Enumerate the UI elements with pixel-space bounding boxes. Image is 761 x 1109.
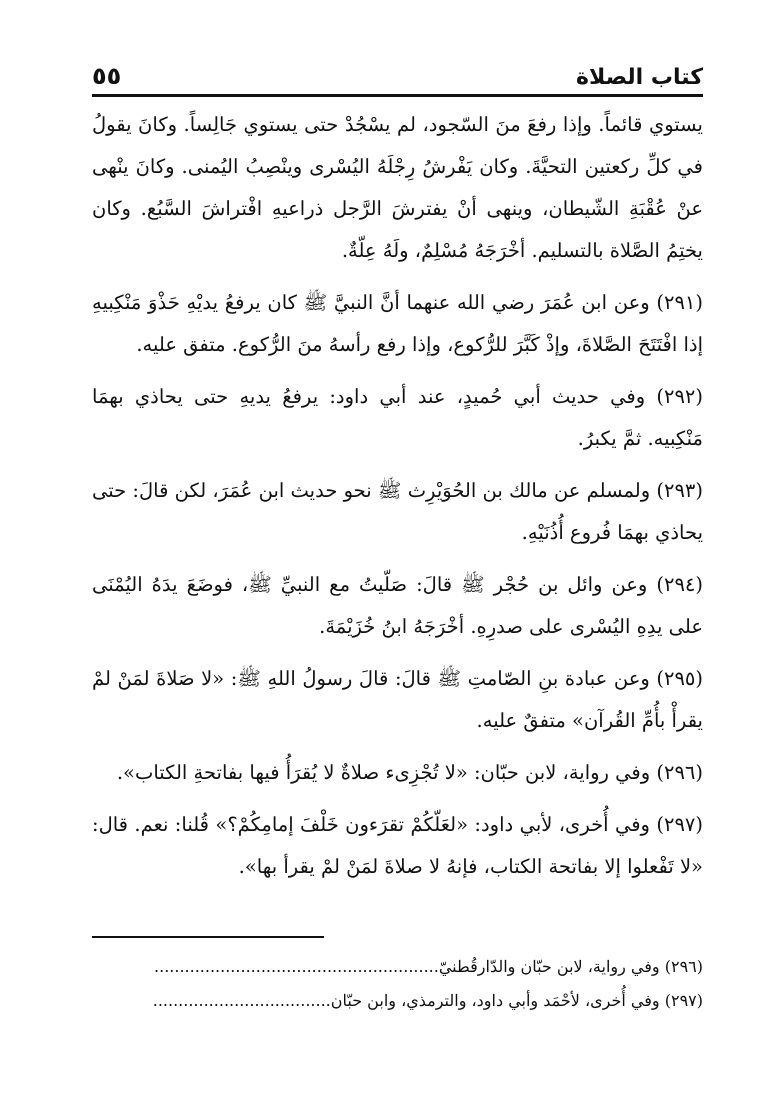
main-text	[92, 104, 703, 898]
hadith-294: (٢٩٤) وعن وائل بن حُجْر ﷺ قالَ: صَلّيتُ مع النبيِّ ﷺ، فوضَعَ يدَهُ اليُمْنَى على يدِهِ اليُسْرى على صدرِهِ. أخْرَجَهُ ابنُ خُزَيْمَةَ.	[92, 573, 703, 638]
footnote-leader-dots: ........................................................	[154, 957, 439, 976]
hadith-295: (٢٩٥) وعن عبادة بنِ الصّامتِ ﷺ قالَ: قالَ رسولُ اللهِ ﷺ: «لا صَلاةَ لمَنْ لمْ يقرأْ بأُمِّ القُرآن» متفقٌ عليه.	[92, 667, 703, 732]
footnote-297	[92, 984, 703, 1018]
hadith-292: (٢٩٢) وفي حديث أبي حُميدٍ، عند أبي داود: يرفعُ يديهِ حتى يحاذي بهمَا مَنْكِبيه. ثمَّ يكبرُ.	[92, 385, 703, 450]
footnote-text: (٢٩٦) وفي رواية، لابن حبّان والدّارقُطنيّ	[438, 957, 703, 976]
paragraph-continuation: يستوي قائماً. وإذا رفعَ منَ السّجود، لم يسْجُدْ حتى يستوي جَالِساً. وكانَ يقولُ في كلِّ ركعتين التحيَّةَ. وكان يَفْرشُ رِجْلَهُ اليُسْرى وينْصِبُ اليُمنى. وكانَ ينْهى عنْ عُقْبَةِ الشّيطان، وينهى أنْ يفترشَ الرَّجل ذراعيهِ افْتراشَ السَّبُع. وكان يختِمُ الصَّلاة بالتسليم. أخْرَجَهُ مُسْلِمٌ، ولَهُ عِلّةٌ.	[92, 113, 703, 262]
footnotes	[92, 950, 703, 1018]
hadith-297: (٢٩٧) وفي أُخرى، لأبي داود: «لعَلّكُمْ تقرَءون خَلْفَ إمامِكُمْ؟» قُلنا: نعم. قال: «لا تَفْعلوا إلا بفاتحة الكتاب، فإنهُ لا صلاةَ لمَنْ لمْ يقرأ بها».	[92, 813, 703, 878]
footnote-text: (٢٩٧) وفي أُخرى، لأحْمَد وأبي داود، والترمذي، وابن حبّان	[330, 991, 703, 1010]
hadith-291: (٢٩١) وعن ابن عُمَرَ رضي الله عنهما أنَّ النبيَّ ﷺ كان يرفعُ يديْهِ حَذْوَ مَنْكِبيهِ إذا افْتَتَحَ الصَّلاةَ، وإذْ كَبَّرَ للرُّكوع، وإذا رفع رأسهُ منَ الرُّكوع. متفق عليه.	[92, 291, 703, 356]
hadith-296: (٢٩٦) وفي رواية، لابن حبّان: «لا تُجْزِىء صلاةٌ لا يُقرَأُ فيها بفاتحةِ الكتاب».	[116, 761, 703, 784]
footnote-296	[92, 950, 703, 984]
book-title: كتاب الصلاة	[576, 65, 703, 90]
hadith-293: (٢٩٣) ولمسلم عن مالك بن الحُوَيْرِث ﷺ نحو حديث ابن عُمَرَ، لكن قالَ: حتى يحاذي بهمَا فُروع أُذُنَيْهِ.	[92, 479, 703, 544]
page-header	[92, 56, 703, 97]
footnote-divider	[92, 936, 324, 938]
page-number: ٥٥	[92, 62, 122, 90]
footnote-leader-dots: ...................................	[152, 991, 331, 1010]
